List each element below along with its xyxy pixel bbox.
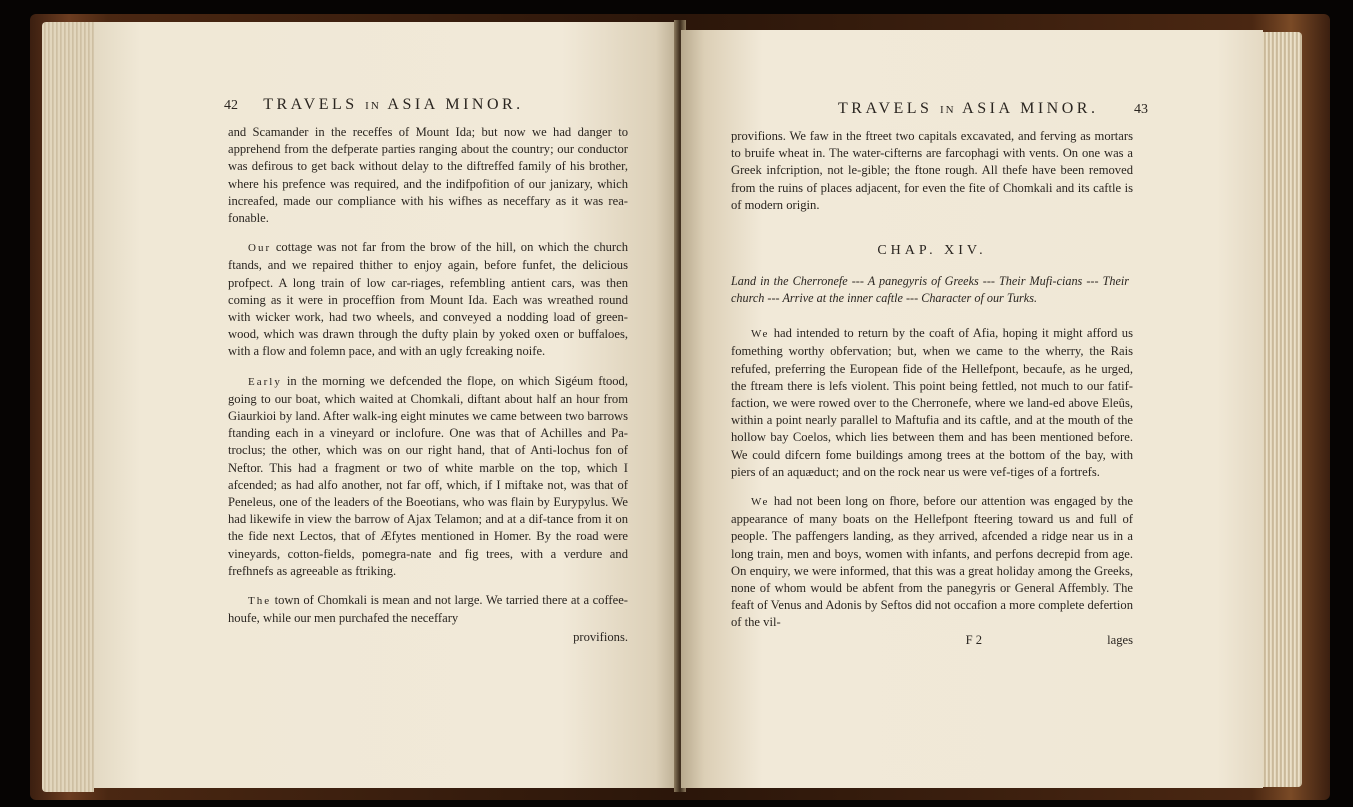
left-page — [94, 22, 679, 788]
left-page-number: 42 — [224, 98, 238, 113]
right-page-number: 43 — [1133, 102, 1148, 117]
right-running-head — [681, 100, 1263, 119]
right-head-in: IN — [939, 104, 956, 116]
page-footer — [731, 632, 1133, 649]
left-paragraph-1: and Scamander in the receffes of Mount Ida; but now we had danger to apprehend from the defperate parties ranging about the country; our conductor was defirous to get back without delay to the diftreffed family of his brother, where his prefence was required, and the indifpofition of our janizary, which increafed, made our compliance with his wifhes as neceffary as it was rea-fonable. — [228, 125, 628, 226]
left-text-block — [228, 124, 628, 647]
right-text-block — [731, 128, 1133, 649]
right-head-title: TRAVELS — [838, 100, 933, 117]
right-paragraph-2: We had not been long on fhore, before our attention was engaged by the appearance of many boats on the Hellefpont fteering toward us and full of people. The paffengers landing, as they arrived, afcended a ridge near us in a long train, men and boys, women with infants, and perfons decrepid from age. On enquiry, we were informed, that this was a great holiday among the Greeks, none of whom would be abfent from the panegyris or General Affembly. The feaft of Venus and Adonis by Seftos did not occafion a more complete defertion of the vil- — [731, 494, 1133, 630]
right-paragraph-1: We had intended to return by the coaft of Afia, hoping it might afford us fomething worthy obfervation; but, when we came to the wherry, the Rais refufed, preferring the European fide of the Hellefpont, becaufe, as he urged, the ftream there is lefs violent. This point being fettled, not much to our fatif-faction, we were rowed over to the Cherronefe, where we land-ed above Eleûs, within a point nearly parallel to Maftufia and its caftle, and at the mouth of the hollow bay Coelos, which lies between them and has been mentioned before. We could difcern fome buildings among trees at the bottom of the bay, with piers of an aquæduct; and on the rock near us were vef-tiges of a fortrefs. — [731, 326, 1133, 479]
left-paragraph-3: Early in the morning we defcended the flope, on which Sigéum ftood, going to our boat, which waited at Chomkali, diftant about half an hour from Giaurkioi by land. After walk-ing eight minutes we came between two barrows ftanding each in a vineyard or inclofure. One was that of Achilles and Pa-troclus; the other, which was on our right hand, that of Anti-lochus fon of Neftor. This had a fragment or two of white marble on the top, which I afcended; as had alfo another, not far off, which, if I miftake not, was that of Peneleus, one of the leaders of the Boeotians, who was flain by Eurypylus. We had likewife in view the barrow of Ajax Telamon; and at a dif-tance from it on the fide next Lectos, that of Æfytes mentioned in Homer. By the road were vineyards, cotton-fields, pomegra-nate and fig trees, with a verdure and frefhnefs as agreeable as ftriking. — [228, 373, 628, 578]
chapter-summary: Land in the Cherronefe --- A panegyris of Greeks --- Their Mufi-cians --- Their church --- Arrive at the inner caftle --- Character of our Turks. — [731, 274, 1129, 306]
right-head-place: ASIA MINOR. — [962, 100, 1099, 117]
page-edges-left — [42, 22, 94, 792]
right-page — [681, 30, 1263, 788]
paragraph-lead: Early — [248, 375, 282, 388]
left-head-title: TRAVELS — [263, 96, 358, 113]
paragraph-lead: We — [751, 496, 770, 509]
paragraph-lead: We — [751, 328, 770, 341]
right-catchword: lages — [1107, 632, 1133, 647]
paragraph-lead: Our — [248, 242, 272, 255]
left-head-in: IN — [365, 100, 381, 112]
left-running-head — [94, 96, 679, 115]
page-edges-right — [1262, 32, 1302, 787]
left-paragraph-2: Our cottage was not far from the brow of the hill, on which the church ftands, and we repaired thither to enjoy again, before funfet, the delicious profpect. A long train of low car-riages, refembling antient cars, was then coming as it were in proceffion from Mount Ida. Each was wreathed round with wicker work, had two wheels, and conveyed a nodding load of green-wood, which was drawn through the dufty plain by yoked oxen or buffaloes, with a flow and folemn pace, and with an ugly fcreaking noife. — [228, 240, 628, 359]
right-opening-paragraph: provifions. We faw in the ftreet two capitals excavated, and ferving as mortars to bruife wheat in. The water-cifterns are farcophagi with vents. On one was a Greek infcription, not le-gible; the ftone rough. All thefe have been removed from the ruins of places adjacent, for even the fite of Chomkali and its caftle is of modern origin. — [731, 129, 1133, 212]
left-head-place: ASIA MINOR. — [387, 96, 524, 113]
left-catchword: provifions. — [573, 630, 628, 645]
paragraph-lead: The — [248, 595, 272, 608]
chapter-heading: CHAP. XIV. — [877, 243, 987, 259]
signature-mark: F 2 — [965, 632, 983, 647]
left-paragraph-4: The town of Chomkali is mean and not large. We tarried there at a coffee-houfe, while our men purchafed the neceffary — [228, 593, 628, 626]
